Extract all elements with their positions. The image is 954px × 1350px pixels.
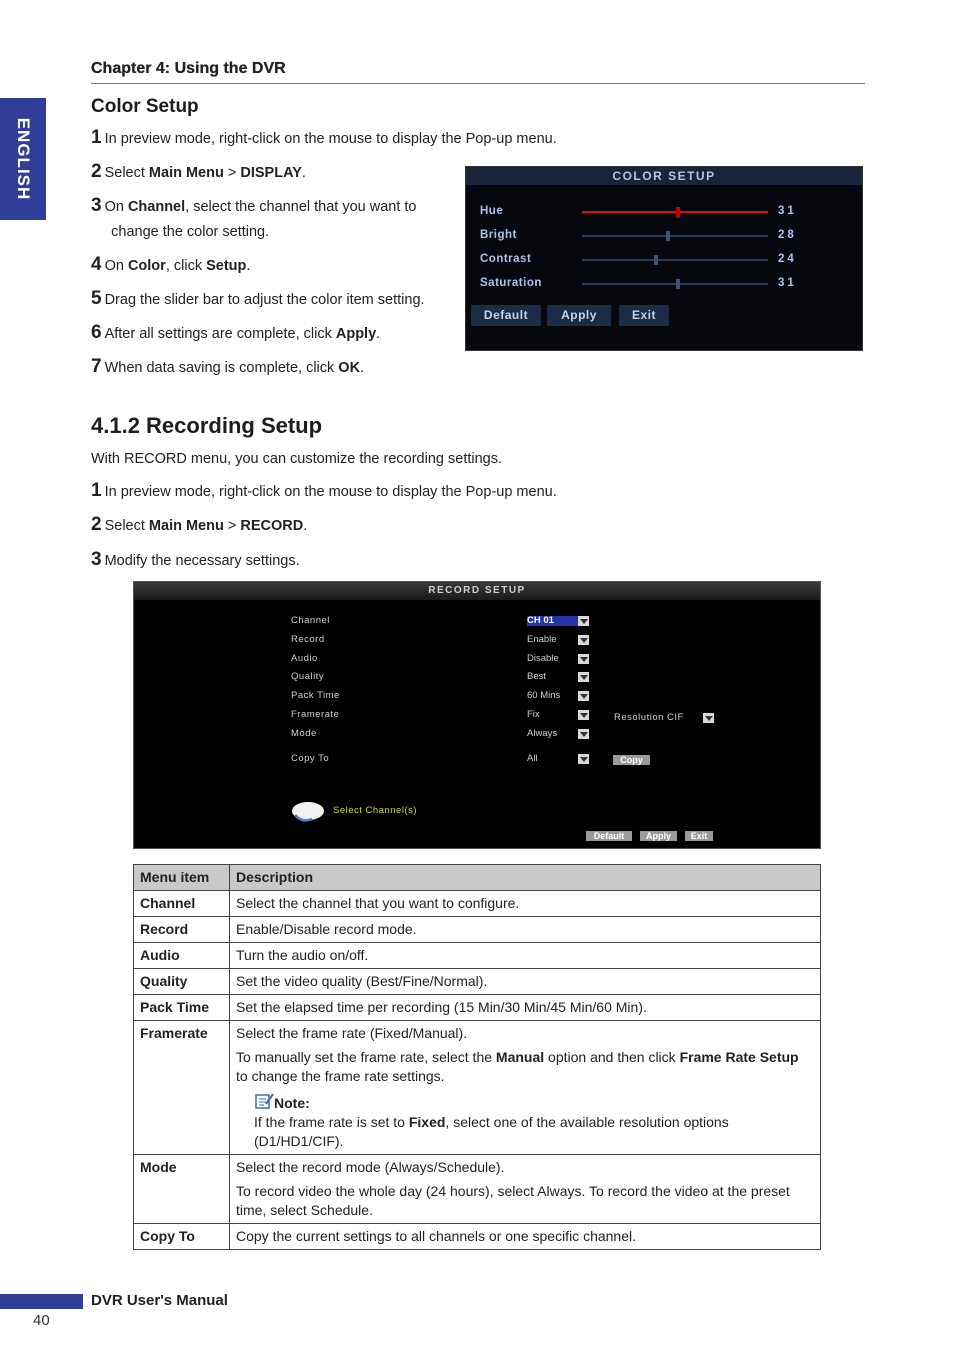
apply-button[interactable]: Apply xyxy=(547,305,611,326)
description-text: Set the video quality (Best/Fine/Normal). xyxy=(236,973,488,989)
dropdown-value: CH 01 xyxy=(527,615,554,626)
step-number: 3 xyxy=(91,195,102,216)
step-number: 1 xyxy=(91,127,102,148)
description-detail: To record video the whole day (24 hours), select Always. To record the video at the preset time, select Schedule. xyxy=(236,1183,790,1218)
note-text: If the frame rate is set to Fixed, select one of the available resolution options (D1/HD1/CIF). xyxy=(254,1114,729,1149)
record-row-label: Audio xyxy=(291,653,318,664)
color-slider[interactable] xyxy=(582,235,768,237)
description-text: Enable/Disable record mode. xyxy=(236,921,417,937)
chevron-down-icon[interactable] xyxy=(578,710,589,720)
color-row-value: 24 xyxy=(778,253,797,265)
menu-item-cell: Quality xyxy=(134,969,230,995)
record-row-dropdown[interactable] xyxy=(527,710,589,720)
color-slider[interactable] xyxy=(582,259,768,261)
step-7 xyxy=(91,354,364,381)
footer-bar xyxy=(0,1294,83,1309)
record-setup-title: RECORD SETUP xyxy=(134,582,820,600)
exit-button[interactable]: Exit xyxy=(685,831,713,841)
step-text: When data saving is complete, click OK. xyxy=(104,360,365,376)
step-3 xyxy=(91,547,300,574)
description-cell xyxy=(230,943,821,969)
chevron-down-icon[interactable] xyxy=(578,691,589,701)
step-6 xyxy=(91,320,380,347)
step-text: Select Main Menu > DISPLAY. xyxy=(104,165,306,181)
slider-handle[interactable] xyxy=(676,207,680,217)
chevron-down-icon[interactable] xyxy=(578,729,589,739)
record-row-dropdown[interactable] xyxy=(527,672,589,682)
record-row-dropdown[interactable] xyxy=(527,729,589,739)
record-row-label: Copy To xyxy=(291,753,330,764)
record-row-dropdown[interactable] xyxy=(527,754,589,764)
step-number: 3 xyxy=(91,549,102,570)
table-header-row xyxy=(134,865,821,891)
record-row-label: Channel xyxy=(291,615,330,626)
record-row-label: Framerate xyxy=(291,709,340,720)
step-4 xyxy=(91,252,250,279)
recording-setup-heading: 4.1.2 Recording Setup xyxy=(91,413,323,438)
language-tab xyxy=(0,98,46,220)
color-setup-title: COLOR SETUP xyxy=(466,167,862,185)
copy-button[interactable]: Copy xyxy=(613,755,650,765)
language-tab-label: ENGLISH xyxy=(14,117,33,201)
apply-button[interactable]: Apply xyxy=(640,831,677,841)
table-row xyxy=(134,1021,821,1155)
record-row-dropdown[interactable] xyxy=(527,616,589,626)
description-cell xyxy=(230,995,821,1021)
step-text: Drag the slider bar to adjust the color item setting. xyxy=(104,292,425,308)
footer-manual-title: DVR User's Manual xyxy=(91,1292,228,1309)
slider-handle[interactable] xyxy=(666,231,670,241)
dropdown-value: All xyxy=(527,753,538,764)
description-cell xyxy=(230,1021,821,1155)
color-setup-screenshot xyxy=(465,166,863,351)
menu-item-cell: Mode xyxy=(134,1155,230,1224)
header-rule xyxy=(91,83,865,84)
step-2 xyxy=(91,512,307,539)
chapter-header: Chapter 4: Using the DVR xyxy=(91,60,286,77)
description-cell xyxy=(230,1224,821,1250)
step-1 xyxy=(91,125,557,152)
header-menu-item: Menu item xyxy=(134,865,230,891)
table-row xyxy=(134,1155,821,1224)
dropdown-value: Best xyxy=(527,671,547,682)
slider-handle[interactable] xyxy=(654,255,658,265)
table-row xyxy=(134,943,821,969)
color-row-label: Contrast xyxy=(480,253,532,265)
select-channels-label[interactable]: Select Channel(s) xyxy=(333,805,418,816)
step-number: 2 xyxy=(91,514,102,535)
step-number: 6 xyxy=(91,322,102,343)
record-row-dropdown[interactable] xyxy=(527,691,589,701)
record-row-label: Quality xyxy=(291,671,325,682)
chevron-down-icon[interactable] xyxy=(578,754,589,764)
record-setup-screenshot xyxy=(133,581,821,849)
step-text: After all settings are complete, click Apply. xyxy=(104,326,381,342)
record-row-dropdown[interactable] xyxy=(527,654,589,664)
description-cell xyxy=(230,917,821,943)
table-row xyxy=(134,969,821,995)
description-cell xyxy=(230,1155,821,1224)
description-detail: To manually set the frame rate, select the Manual option and then click Frame Rate Setup to change the frame rate settings. xyxy=(236,1049,799,1084)
description-text: Select the record mode (Always/Schedule). xyxy=(236,1159,505,1175)
table-row xyxy=(134,891,821,917)
color-row-label: Hue xyxy=(480,205,504,217)
step-text: On Color, click Setup. xyxy=(104,258,251,274)
resolution-dropdown[interactable] xyxy=(702,713,714,723)
step-number: 2 xyxy=(91,161,102,182)
description-text: Copy the current settings to all channels or one specific channel. xyxy=(236,1228,637,1244)
description-text: Set the elapsed time per recording (15 Min/30 Min/45 Min/60 Min). xyxy=(236,999,647,1015)
table-row xyxy=(134,1224,821,1250)
color-setup-heading: Color Setup xyxy=(91,96,199,117)
record-row-label: Pack Time xyxy=(291,690,340,701)
recording-intro: With RECORD menu, you can customize the recording settings. xyxy=(91,451,502,467)
slider-handle[interactable] xyxy=(676,279,680,289)
table-row xyxy=(134,995,821,1021)
menu-item-cell: Framerate xyxy=(134,1021,230,1155)
menu-item-cell: Pack Time xyxy=(134,995,230,1021)
step-text: In preview mode, right-click on the mouse to display the Pop-up menu. xyxy=(104,484,557,500)
default-button[interactable]: Default xyxy=(471,305,541,326)
description-text: Select the channel that you want to configure. xyxy=(236,895,520,911)
note-box xyxy=(254,1092,814,1151)
step-number: 4 xyxy=(91,254,102,275)
step-text: In preview mode, right-click on the mouse to display the Pop-up menu. xyxy=(104,131,557,147)
color-row-value: 28 xyxy=(778,229,797,241)
note-icon xyxy=(254,1092,274,1110)
color-row-value: 31 xyxy=(778,205,797,217)
color-slider[interactable] xyxy=(582,211,768,213)
chevron-down-icon[interactable] xyxy=(578,654,589,664)
chevron-down-icon[interactable] xyxy=(578,672,589,682)
chevron-down-icon[interactable] xyxy=(578,616,589,626)
record-row-dropdown[interactable] xyxy=(527,635,589,645)
step-number: 7 xyxy=(91,356,102,377)
mouse-icon xyxy=(290,801,326,823)
step-3 xyxy=(91,193,417,245)
step-1 xyxy=(91,478,557,505)
note-heading: Note: xyxy=(274,1095,310,1111)
step-2 xyxy=(91,159,306,186)
exit-button[interactable]: Exit xyxy=(619,305,669,326)
step-number: 5 xyxy=(91,288,102,309)
resolution-label: Resolution CIF xyxy=(614,712,684,723)
step-number: 1 xyxy=(91,480,102,501)
color-row-label: Bright xyxy=(480,229,517,241)
menu-item-table xyxy=(133,864,821,1250)
default-button[interactable]: Default xyxy=(586,831,632,841)
step-text: Modify the necessary settings. xyxy=(104,553,300,569)
description-text: Turn the audio on/off. xyxy=(236,947,369,963)
step-5 xyxy=(91,286,425,313)
page-number: 40 xyxy=(33,1312,50,1329)
table-row xyxy=(134,917,821,943)
description-cell xyxy=(230,891,821,917)
step-text: On Channel, select the channel that you want to change the color setting. xyxy=(91,199,417,240)
description-text: Select the frame rate (Fixed/Manual). xyxy=(236,1025,468,1041)
dropdown-value: Fix xyxy=(527,709,540,720)
menu-item-cell: Copy To xyxy=(134,1224,230,1250)
dropdown-value: 60 Mins xyxy=(527,690,561,701)
menu-item-cell: Channel xyxy=(134,891,230,917)
color-slider[interactable] xyxy=(582,283,768,285)
chevron-down-icon[interactable] xyxy=(578,635,589,645)
record-row-label: Record xyxy=(291,634,325,645)
dropdown-value: Always xyxy=(527,728,558,739)
header-description: Description xyxy=(230,865,821,891)
dropdown-value: Enable xyxy=(527,634,557,645)
step-text: Select Main Menu > RECORD. xyxy=(104,518,308,534)
menu-item-cell: Record xyxy=(134,917,230,943)
menu-item-cell: Audio xyxy=(134,943,230,969)
color-row-label: Saturation xyxy=(480,277,542,289)
dropdown-value: Disable xyxy=(527,653,559,664)
record-row-label: Mode xyxy=(291,728,317,739)
description-cell xyxy=(230,969,821,995)
color-row-value: 31 xyxy=(778,277,797,289)
